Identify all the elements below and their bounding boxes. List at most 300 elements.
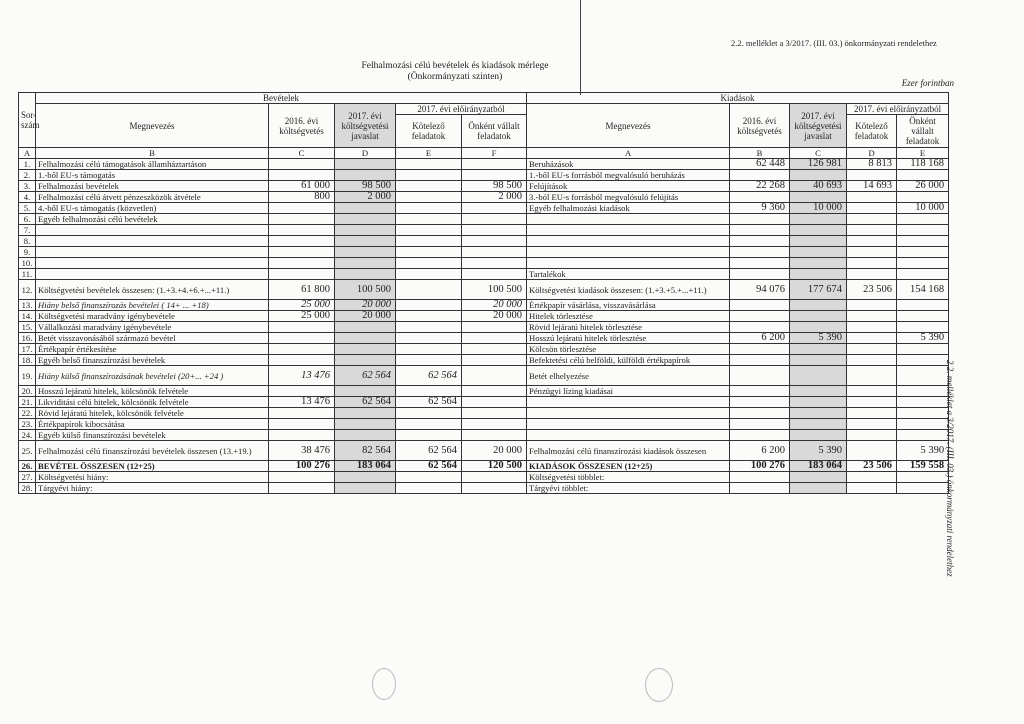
right-name: Költségvetési kiadások összesen: (1.+3.+5.+...+11.) bbox=[527, 280, 730, 300]
right-value: 22 268 bbox=[730, 181, 790, 192]
right-value bbox=[897, 483, 949, 494]
left-value: 2 000 bbox=[335, 192, 396, 203]
left-value bbox=[335, 483, 396, 494]
row-number: 17. bbox=[19, 344, 36, 355]
table-row bbox=[19, 419, 949, 430]
right-value: 154 168 bbox=[897, 280, 949, 300]
right-value bbox=[730, 269, 790, 280]
left-name: Egyéb belső finanszírozási bevételek bbox=[36, 355, 269, 366]
left-value bbox=[462, 258, 527, 269]
left-name: 4.-ből EU-s támogatás (közvetlen) bbox=[36, 203, 269, 214]
right-value bbox=[847, 322, 897, 333]
right-value: 94 076 bbox=[730, 280, 790, 300]
left-value bbox=[269, 333, 335, 344]
left-value bbox=[462, 333, 527, 344]
right-name bbox=[527, 225, 730, 236]
header-megnevezes-left: Megnevezés bbox=[36, 104, 269, 148]
right-value: 159 558 bbox=[897, 461, 949, 472]
right-value bbox=[730, 170, 790, 181]
table-row bbox=[19, 397, 949, 408]
right-value bbox=[847, 397, 897, 408]
left-value: 100 500 bbox=[335, 280, 396, 300]
right-value: 5 390 bbox=[790, 441, 847, 461]
right-value bbox=[847, 247, 897, 258]
left-value bbox=[462, 247, 527, 258]
right-name: Egyéb felhalmozási kiadások bbox=[527, 203, 730, 214]
right-value bbox=[897, 269, 949, 280]
left-value bbox=[335, 269, 396, 280]
left-value bbox=[335, 247, 396, 258]
row-number: 18. bbox=[19, 355, 36, 366]
right-value: 9 360 bbox=[730, 203, 790, 214]
left-name: Rövid lejáratú hitelek, kölcsönök felvétele bbox=[36, 408, 269, 419]
right-value bbox=[897, 311, 949, 322]
right-value bbox=[730, 258, 790, 269]
left-value bbox=[396, 280, 462, 300]
table-row bbox=[19, 333, 949, 344]
right-value bbox=[847, 408, 897, 419]
left-value bbox=[269, 344, 335, 355]
left-value: 13 476 bbox=[269, 366, 335, 386]
row-number: 9. bbox=[19, 247, 36, 258]
right-value: 23 506 bbox=[847, 461, 897, 472]
right-value bbox=[790, 236, 847, 247]
right-value: 40 693 bbox=[790, 181, 847, 192]
right-value: 5 390 bbox=[790, 333, 847, 344]
row-number: 26. bbox=[19, 461, 36, 472]
right-value: 8 813 bbox=[847, 159, 897, 170]
row-number: 10. bbox=[19, 258, 36, 269]
row-number: 25. bbox=[19, 441, 36, 461]
header-sorszam: Sor-szám bbox=[19, 93, 36, 148]
right-value bbox=[847, 192, 897, 203]
table-body bbox=[19, 159, 949, 494]
right-value bbox=[790, 483, 847, 494]
right-name bbox=[527, 214, 730, 225]
right-value bbox=[897, 214, 949, 225]
right-value bbox=[897, 472, 949, 483]
left-value bbox=[335, 225, 396, 236]
left-value: 2 000 bbox=[462, 192, 527, 203]
left-value: 183 064 bbox=[335, 461, 396, 472]
left-value: 38 476 bbox=[269, 441, 335, 461]
right-value bbox=[790, 269, 847, 280]
right-value bbox=[790, 192, 847, 203]
left-name: Értékpapír értékesítése bbox=[36, 344, 269, 355]
right-value: 62 448 bbox=[730, 159, 790, 170]
right-name: Felhalmozási célú finanszírozási kiadások összesen bbox=[527, 441, 730, 461]
left-value: 62 564 bbox=[335, 366, 396, 386]
left-value bbox=[396, 386, 462, 397]
header-2017-right: 2017. évi költségvetési javaslat bbox=[790, 104, 847, 148]
left-value bbox=[462, 203, 527, 214]
left-value: 98 500 bbox=[335, 181, 396, 192]
left-name: Felhalmozási célú átvett pénzeszközök átvétele bbox=[36, 192, 269, 203]
right-value bbox=[730, 355, 790, 366]
left-value bbox=[269, 214, 335, 225]
right-name bbox=[527, 397, 730, 408]
left-value: 61 800 bbox=[269, 280, 335, 300]
table-row bbox=[19, 300, 949, 311]
right-name: 3.-ból EU-s forrásból megvalósuló felújítás bbox=[527, 192, 730, 203]
right-name bbox=[527, 236, 730, 247]
left-value bbox=[396, 483, 462, 494]
right-value bbox=[897, 355, 949, 366]
table-row bbox=[19, 461, 949, 472]
left-name: Felhalmozási bevételek bbox=[36, 181, 269, 192]
left-value bbox=[462, 344, 527, 355]
left-name: Likviditási célú hitelek, kölcsönök felvétele bbox=[36, 397, 269, 408]
left-value bbox=[396, 408, 462, 419]
left-value bbox=[462, 214, 527, 225]
right-value bbox=[847, 441, 897, 461]
right-value bbox=[847, 269, 897, 280]
left-name: Vállalkozási maradvány igénybevétele bbox=[36, 322, 269, 333]
right-value bbox=[847, 366, 897, 386]
right-value bbox=[847, 236, 897, 247]
left-value bbox=[335, 386, 396, 397]
right-value: 118 168 bbox=[897, 159, 949, 170]
right-value bbox=[790, 472, 847, 483]
right-value bbox=[790, 225, 847, 236]
right-value bbox=[847, 333, 897, 344]
left-value bbox=[335, 472, 396, 483]
left-value bbox=[269, 355, 335, 366]
left-value bbox=[396, 472, 462, 483]
right-value bbox=[847, 483, 897, 494]
table-row bbox=[19, 355, 949, 366]
table-row bbox=[19, 472, 949, 483]
letter-cell: B bbox=[36, 148, 269, 159]
left-value bbox=[335, 408, 396, 419]
row-number: 15. bbox=[19, 322, 36, 333]
right-value: 5 390 bbox=[897, 441, 949, 461]
left-value: 100 500 bbox=[462, 280, 527, 300]
right-value: 126 981 bbox=[790, 159, 847, 170]
right-value bbox=[847, 214, 897, 225]
row-number: 23. bbox=[19, 419, 36, 430]
right-value bbox=[847, 258, 897, 269]
right-value bbox=[847, 386, 897, 397]
right-value bbox=[790, 355, 847, 366]
table-row bbox=[19, 366, 949, 386]
left-value bbox=[335, 214, 396, 225]
document-title bbox=[300, 61, 610, 83]
right-value bbox=[897, 170, 949, 181]
left-value bbox=[269, 203, 335, 214]
right-value bbox=[730, 225, 790, 236]
left-name bbox=[36, 225, 269, 236]
right-value bbox=[790, 170, 847, 181]
left-value: 25 000 bbox=[269, 311, 335, 322]
left-value bbox=[269, 236, 335, 247]
table-row bbox=[19, 386, 949, 397]
right-name: Tárgyévi többlet: bbox=[527, 483, 730, 494]
left-value bbox=[396, 355, 462, 366]
right-value: 10 000 bbox=[897, 203, 949, 214]
left-name: Felhalmozási célú finanszírozási bevételek összesen (13.+19.) bbox=[36, 441, 269, 461]
left-value bbox=[462, 159, 527, 170]
left-name: Betét visszavonásából származó bevétel bbox=[36, 333, 269, 344]
header-kotelezo-left: Kötelező feladatok bbox=[396, 115, 462, 148]
right-value bbox=[897, 386, 949, 397]
left-value: 62 564 bbox=[396, 461, 462, 472]
table-row bbox=[19, 344, 949, 355]
left-value: 62 564 bbox=[396, 441, 462, 461]
row-number: 13. bbox=[19, 300, 36, 311]
left-value bbox=[269, 386, 335, 397]
unit-label: Ezer forintban bbox=[901, 78, 954, 88]
header-2016-right: 2016. évi költségvetés bbox=[730, 104, 790, 148]
left-value bbox=[269, 430, 335, 441]
left-value: 62 564 bbox=[396, 366, 462, 386]
left-value bbox=[462, 366, 527, 386]
header-2017-left: 2017. évi költségvetési javaslat bbox=[335, 104, 396, 148]
left-value bbox=[462, 322, 527, 333]
right-value bbox=[897, 344, 949, 355]
right-value bbox=[730, 300, 790, 311]
right-value bbox=[847, 225, 897, 236]
left-value bbox=[396, 170, 462, 181]
left-value bbox=[335, 170, 396, 181]
balance-table bbox=[18, 92, 949, 494]
left-name: Tárgyévi hiány: bbox=[36, 483, 269, 494]
right-name: Rövid lejáratú hitelek törlesztése bbox=[527, 322, 730, 333]
right-value bbox=[790, 258, 847, 269]
right-value bbox=[847, 430, 897, 441]
right-name bbox=[527, 408, 730, 419]
right-value: 10 000 bbox=[790, 203, 847, 214]
left-value: 120 500 bbox=[462, 461, 527, 472]
left-value: 20 000 bbox=[462, 441, 527, 461]
left-value bbox=[335, 203, 396, 214]
letter-cell: F bbox=[462, 148, 527, 159]
left-value: 82 564 bbox=[335, 441, 396, 461]
right-value: 6 200 bbox=[730, 441, 790, 461]
right-name: 1.-ből EU-s forrásból megvalósuló beruházás bbox=[527, 170, 730, 181]
right-value bbox=[897, 430, 949, 441]
left-value bbox=[396, 192, 462, 203]
left-name bbox=[36, 236, 269, 247]
left-value: 13 476 bbox=[269, 397, 335, 408]
table-row bbox=[19, 311, 949, 322]
right-value bbox=[790, 408, 847, 419]
left-value bbox=[396, 333, 462, 344]
letter-cell: E bbox=[396, 148, 462, 159]
right-value bbox=[730, 247, 790, 258]
side-annex-reference: 2.2. melléklet a 3/2017. (III. 03.) önkormányzati rendelethez bbox=[945, 360, 955, 577]
row-number: 21. bbox=[19, 397, 36, 408]
right-value bbox=[730, 192, 790, 203]
table-row bbox=[19, 170, 949, 181]
left-value bbox=[396, 236, 462, 247]
title-line-1: Felhalmozási célú bevételek és kiadások mérlege bbox=[361, 61, 549, 71]
right-value bbox=[847, 472, 897, 483]
left-name: Felhalmozási célú támogatások államháztartáson bbox=[36, 159, 269, 170]
left-value: 100 276 bbox=[269, 461, 335, 472]
left-value: 20 000 bbox=[335, 300, 396, 311]
header-eloiranyzat-left: 2017. évi előirányzatból bbox=[396, 104, 527, 115]
left-name: Költségvetési bevételek összesen: (1.+3.+4.+6.+...+11.) bbox=[36, 280, 269, 300]
right-value bbox=[897, 236, 949, 247]
right-value bbox=[897, 408, 949, 419]
right-value bbox=[730, 483, 790, 494]
right-value bbox=[730, 472, 790, 483]
left-value bbox=[396, 159, 462, 170]
row-number: 28. bbox=[19, 483, 36, 494]
left-value bbox=[396, 247, 462, 258]
table-row bbox=[19, 280, 949, 300]
right-value bbox=[790, 311, 847, 322]
table-row bbox=[19, 269, 949, 280]
left-value bbox=[462, 483, 527, 494]
table-row bbox=[19, 258, 949, 269]
right-value bbox=[790, 214, 847, 225]
right-name: Költségvetési többlet: bbox=[527, 472, 730, 483]
annex-reference: 2.2. melléklet a 3/2017. (III. 03.) önkormányzati rendelethez bbox=[731, 38, 937, 48]
left-value bbox=[269, 225, 335, 236]
right-name: Befektetési célú belföldi, külföldi értékpapírok bbox=[527, 355, 730, 366]
letter-cell: D bbox=[335, 148, 396, 159]
right-value bbox=[730, 311, 790, 322]
letter-cell: C bbox=[790, 148, 847, 159]
left-value bbox=[335, 344, 396, 355]
table-row bbox=[19, 441, 949, 461]
right-value: 26 000 bbox=[897, 181, 949, 192]
right-value bbox=[790, 419, 847, 430]
left-value: 800 bbox=[269, 192, 335, 203]
header-bevetelek: Bevételek bbox=[36, 93, 527, 104]
row-number: 5. bbox=[19, 203, 36, 214]
right-name bbox=[527, 430, 730, 441]
table-row bbox=[19, 322, 949, 333]
right-value bbox=[897, 419, 949, 430]
left-value bbox=[396, 300, 462, 311]
left-value bbox=[269, 170, 335, 181]
row-number: 19. bbox=[19, 366, 36, 386]
row-number: 1. bbox=[19, 159, 36, 170]
right-value bbox=[790, 397, 847, 408]
letter-cell: C bbox=[269, 148, 335, 159]
right-value bbox=[897, 397, 949, 408]
header-kotelezo-right: Kötelező feladatok bbox=[847, 115, 897, 148]
row-number: 7. bbox=[19, 225, 36, 236]
left-value bbox=[462, 472, 527, 483]
right-value bbox=[730, 408, 790, 419]
row-number: 16. bbox=[19, 333, 36, 344]
row-number: 3. bbox=[19, 181, 36, 192]
right-value bbox=[847, 419, 897, 430]
row-number: 4. bbox=[19, 192, 36, 203]
right-name: Beruházások bbox=[527, 159, 730, 170]
right-name bbox=[527, 258, 730, 269]
left-value bbox=[462, 269, 527, 280]
left-name: Hiány belső finanszírozás bevételei ( 14+ ... +18) bbox=[36, 300, 269, 311]
table-row bbox=[19, 159, 949, 170]
table-row bbox=[19, 192, 949, 203]
left-value bbox=[335, 322, 396, 333]
right-value: 177 674 bbox=[790, 280, 847, 300]
left-value: 98 500 bbox=[462, 181, 527, 192]
right-value bbox=[847, 203, 897, 214]
table-row bbox=[19, 408, 949, 419]
right-value bbox=[790, 322, 847, 333]
row-number: 11. bbox=[19, 269, 36, 280]
left-value: 61 000 bbox=[269, 181, 335, 192]
left-name: Egyéb külső finanszírozási bevételek bbox=[36, 430, 269, 441]
table-row bbox=[19, 181, 949, 192]
left-name: Hosszú lejáratú hitelek, kölcsönök felvétele bbox=[36, 386, 269, 397]
left-value bbox=[396, 214, 462, 225]
right-name: Hosszú lejáratú hitelek törlesztése bbox=[527, 333, 730, 344]
letter-cell: B bbox=[730, 148, 790, 159]
left-value bbox=[396, 181, 462, 192]
left-value bbox=[396, 322, 462, 333]
right-value bbox=[790, 344, 847, 355]
left-value bbox=[462, 225, 527, 236]
left-value bbox=[462, 170, 527, 181]
table-row bbox=[19, 225, 949, 236]
right-name: KIADÁSOK ÖSSZESEN (12+25) bbox=[527, 461, 730, 472]
row-number: 12. bbox=[19, 280, 36, 300]
right-value bbox=[897, 258, 949, 269]
right-value bbox=[847, 355, 897, 366]
right-value bbox=[790, 430, 847, 441]
row-number: 27. bbox=[19, 472, 36, 483]
left-name bbox=[36, 258, 269, 269]
left-value bbox=[462, 355, 527, 366]
header-2016-left: 2016. évi költségvetés bbox=[269, 104, 335, 148]
right-value bbox=[847, 311, 897, 322]
left-value bbox=[335, 355, 396, 366]
left-name bbox=[36, 247, 269, 258]
left-value bbox=[335, 258, 396, 269]
left-name: Költségvetési maradvány igénybevétele bbox=[36, 311, 269, 322]
right-value bbox=[897, 322, 949, 333]
right-value bbox=[730, 430, 790, 441]
table-row bbox=[19, 483, 949, 494]
right-value bbox=[790, 366, 847, 386]
left-value bbox=[396, 203, 462, 214]
left-name: 1.-ből EU-s támogatás bbox=[36, 170, 269, 181]
left-value bbox=[396, 258, 462, 269]
title-line-2: (Önkormányzati szinten) bbox=[407, 72, 503, 82]
left-value bbox=[396, 344, 462, 355]
right-value bbox=[730, 397, 790, 408]
left-name bbox=[36, 269, 269, 280]
left-value bbox=[335, 333, 396, 344]
left-value bbox=[269, 419, 335, 430]
left-value bbox=[269, 269, 335, 280]
right-value: 100 276 bbox=[730, 461, 790, 472]
left-value: 62 564 bbox=[396, 397, 462, 408]
left-value bbox=[462, 430, 527, 441]
left-value bbox=[462, 419, 527, 430]
left-value bbox=[462, 386, 527, 397]
left-value bbox=[396, 225, 462, 236]
right-value bbox=[897, 192, 949, 203]
left-value bbox=[335, 419, 396, 430]
right-value: 14 693 bbox=[847, 181, 897, 192]
letter-cell: A bbox=[19, 148, 36, 159]
row-number: 14. bbox=[19, 311, 36, 322]
table-row bbox=[19, 430, 949, 441]
header-kiadasok: Kiadások bbox=[527, 93, 949, 104]
right-name: Tartalékok bbox=[527, 269, 730, 280]
left-value bbox=[335, 236, 396, 247]
left-value: 25 000 bbox=[269, 300, 335, 311]
left-name: Hiány külső finanszírozásának bevételei (20+... +24 ) bbox=[36, 366, 269, 386]
